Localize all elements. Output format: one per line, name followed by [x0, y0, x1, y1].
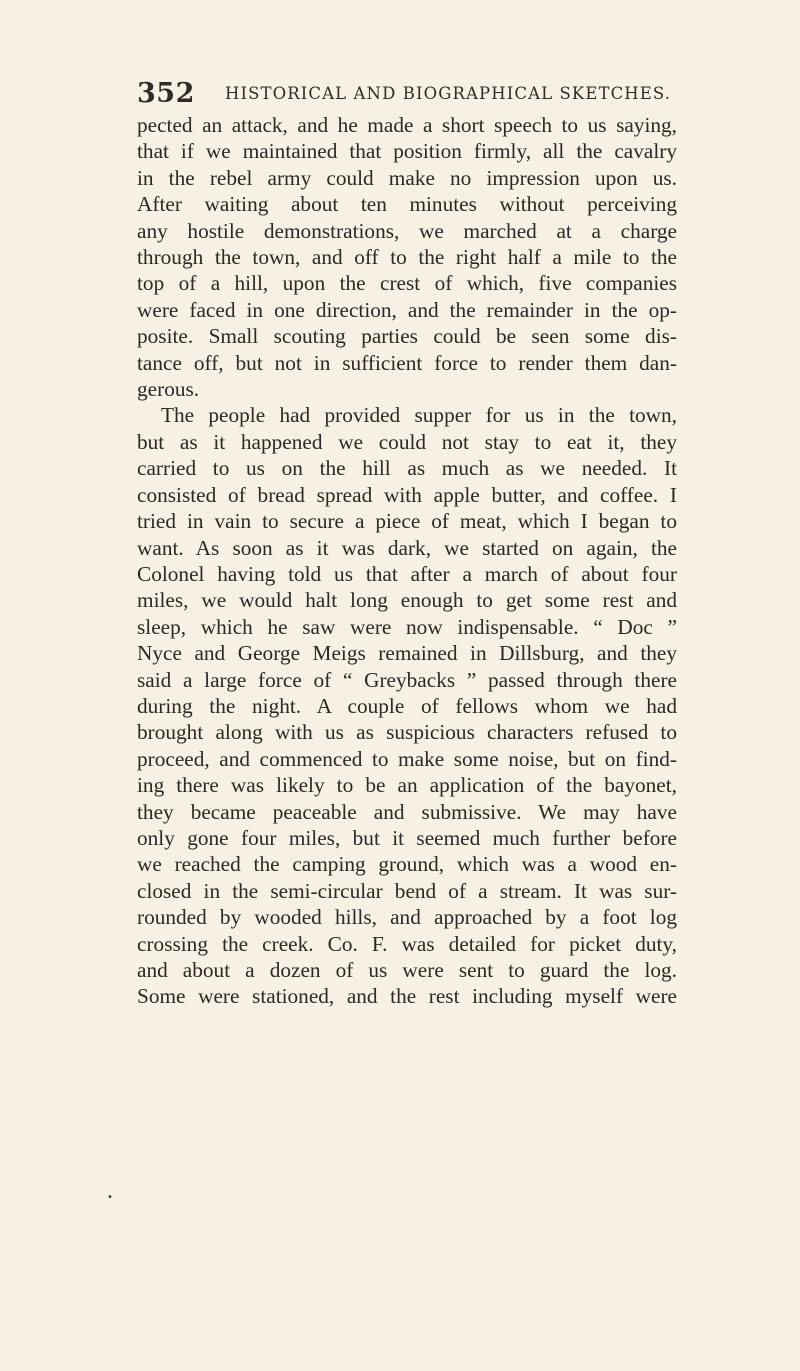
- text-line: and about a dozen of us were sent to guard the log.: [137, 958, 677, 982]
- text-line: sleep, which he saw were now indispensable. “ Doc ”: [137, 614, 677, 639]
- text-line: ing there was likely to be an application of the bayonet,: [137, 773, 677, 798]
- text-line: crossing the creek. Co. F. was detailed for picket duty,: [137, 931, 677, 956]
- text-line: but as it happened we could not stay to eat it, they: [137, 429, 677, 454]
- margin-mark: •: [107, 1192, 113, 1203]
- text-line: proceed, and commenced to make some noise, but on find-: [137, 746, 677, 771]
- text-line: Some were stationed, and the rest including myself were: [137, 984, 677, 1009]
- page-number: 352: [137, 78, 195, 109]
- text-line: tried in vain to secure a piece of meat, which I began to: [137, 509, 677, 534]
- running-head: [137, 78, 697, 108]
- text-line: that if we maintained that position firmly, all the cavalry: [137, 139, 677, 164]
- text-line: carried to us on the hill as much as we needed. It: [137, 456, 677, 481]
- text-line: through the town, and off to the right half a mile to the: [137, 245, 677, 270]
- text-line: we reached the camping ground, which was a wood en-: [137, 852, 677, 877]
- text-line: said a large force of “ Greybacks ” passed through there: [137, 667, 677, 692]
- running-head-title: HISTORICAL AND BIOGRAPHICAL SKETCHES.: [225, 84, 672, 103]
- text-line: Colonel having told us that after a march of about four: [137, 561, 677, 586]
- text-line: any hostile demonstrations, we marched at a charge: [137, 218, 677, 243]
- text-line: miles, we would halt long enough to get some rest and: [137, 588, 677, 613]
- body-text: [137, 112, 677, 1010]
- text-line: they became peaceable and submissive. We may have: [137, 799, 677, 824]
- text-line: during the night. A couple of fellows whom we had: [137, 693, 677, 718]
- paragraph-start-line: The people had provided supper for us in the town,: [161, 403, 677, 428]
- text-line: in the rebel army could make no impression upon us.: [137, 165, 677, 190]
- text-line: consisted of bread spread with apple butter, and coffee. I: [137, 482, 677, 507]
- text-line: brought along with us as suspicious characters refused to: [137, 720, 677, 745]
- text-line: After waiting about ten minutes without perceiving: [137, 192, 677, 217]
- text-line: posite. Small scouting parties could be seen some dis-: [137, 324, 677, 349]
- text-line: tance off, but not in sufficient force to render them dan-: [137, 350, 677, 375]
- text-line: closed in the semi-circular bend of a stream. It was sur-: [137, 878, 677, 903]
- text-line: want. As soon as it was dark, we started on again, the: [137, 535, 677, 560]
- text-line: rounded by wooded hills, and approached by a foot log: [137, 905, 677, 930]
- text-line: Nyce and George Meigs remained in Dillsburg, and they: [137, 641, 677, 666]
- text-line: gerous.: [137, 377, 200, 402]
- text-line: top of a hill, upon the crest of which, five companies: [137, 271, 677, 296]
- text-line: only gone four miles, but it seemed much further before: [137, 825, 677, 850]
- text-line: were faced in one direction, and the remainder in the op-: [137, 297, 677, 322]
- text-line: pected an attack, and he made a short speech to us saying,: [137, 113, 677, 137]
